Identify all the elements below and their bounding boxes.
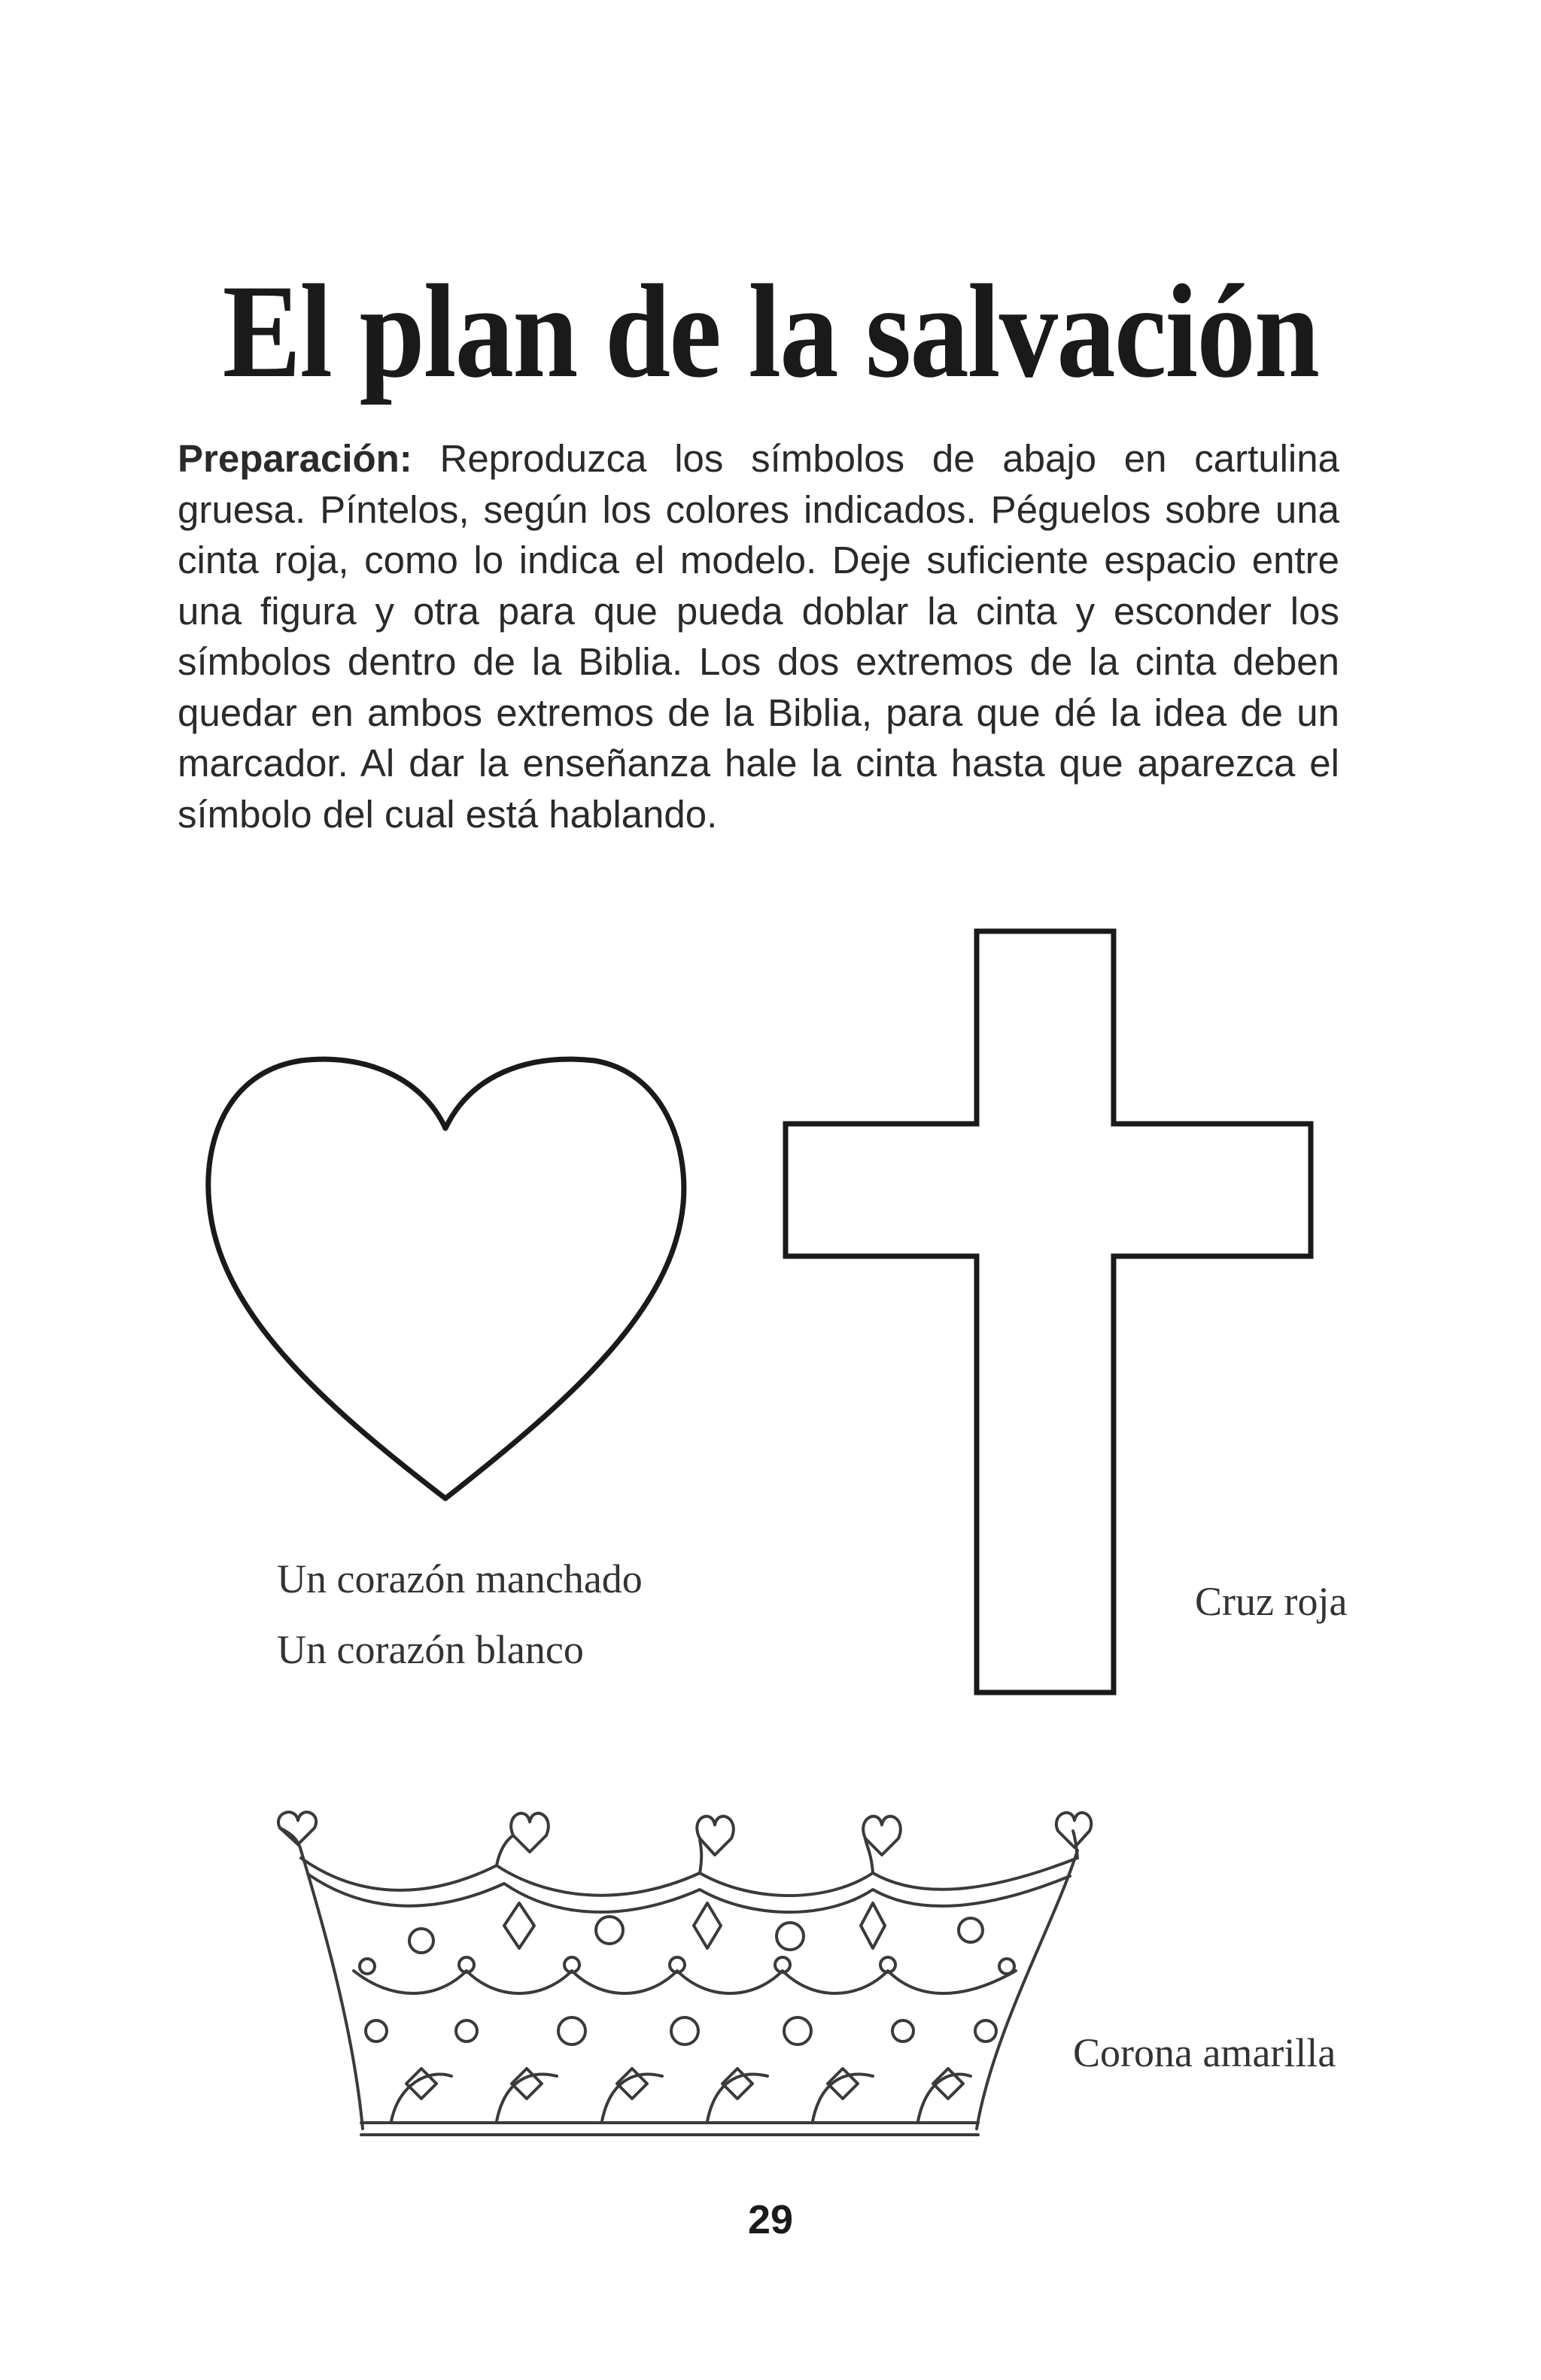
crown-icon	[278, 1812, 1091, 2135]
page-number: 29	[747, 2197, 794, 2242]
heart-caption-white: Un corazón blanco	[277, 1627, 584, 1672]
crown-caption: Corona amarilla	[1073, 2030, 1336, 2075]
page-title: El plan de la salvación	[222, 257, 1319, 405]
cross-caption: Cruz roja	[1195, 1579, 1348, 1624]
heart-icon	[208, 1059, 684, 1498]
heart-caption-stained: Un corazón manchado	[277, 1556, 643, 1601]
preparation-text: Reproduzca los símbolos de abajo en cartulina gruesa. Píntelos, según los colores indicados. Péguelos sobre una cinta roja, como lo indica el modelo. Deje suficiente espacio entre una figura y otra para que pueda doblar la cinta y esconder los símbolos dentro de la Biblia. Los dos extremos de la cinta deben quedar en ambos extremos de la Biblia, para que dé la idea de un marcador. Al dar la enseñanza hale la cinta hasta que aparezca el símbolo del cual está hablando.	[178, 437, 1339, 836]
preparation-label: Preparación:	[178, 437, 412, 480]
